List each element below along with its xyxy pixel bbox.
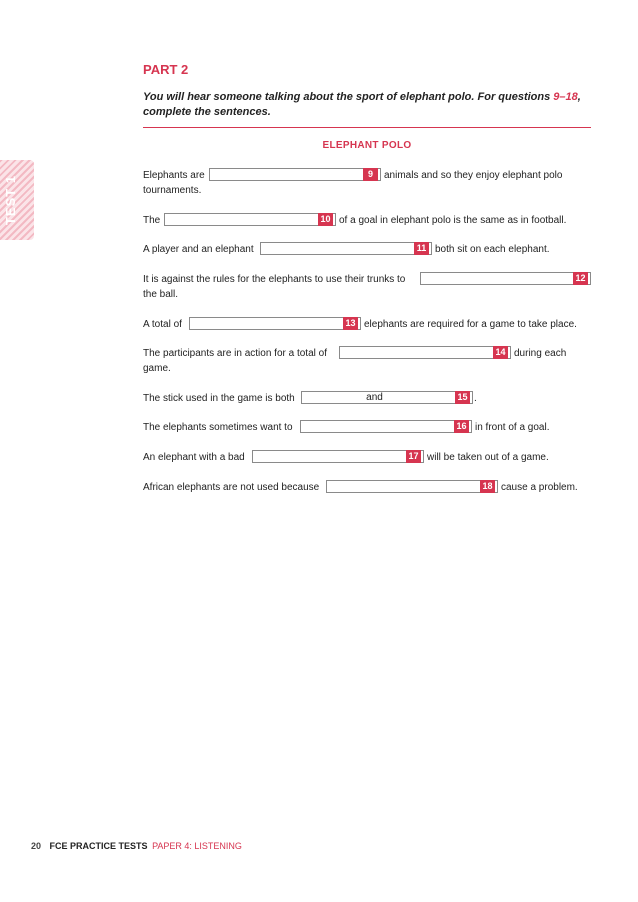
question-number-11: 11 bbox=[414, 242, 429, 255]
question-17-text-before: An elephant with a bad bbox=[143, 452, 245, 463]
question-11-text-after: both sit on each elephant. bbox=[435, 244, 550, 255]
answer-blank-15[interactable] bbox=[301, 391, 473, 404]
answer-blank-10[interactable] bbox=[164, 213, 336, 226]
answer-blank-11[interactable] bbox=[260, 242, 432, 255]
question-16-text-before: The elephants sometimes want to bbox=[143, 422, 293, 433]
footer-section: PAPER 4: LISTENING bbox=[152, 841, 242, 851]
instructions-text-after: , complete the sentences. bbox=[143, 91, 581, 118]
question-13-text-after: elephants are required for a game to take place. bbox=[364, 319, 577, 330]
question-number-14: 14 bbox=[493, 346, 508, 359]
question-10-text-after: of a goal in elephant polo is the same as in football. bbox=[339, 215, 567, 226]
footer-book-title: FCE PRACTICE TESTS bbox=[49, 841, 148, 851]
question-16 bbox=[143, 420, 591, 435]
question-9-text-before: Elephants are bbox=[143, 170, 205, 181]
question-number-12: 12 bbox=[573, 272, 588, 285]
answer-blank-14[interactable] bbox=[339, 346, 511, 359]
page-footer bbox=[31, 841, 242, 851]
question-14-text-before: The participants are in action for a total of bbox=[143, 348, 327, 359]
question-number-15: 15 bbox=[455, 391, 470, 404]
question-18-text-before: African elephants are not used because bbox=[143, 482, 320, 493]
question-number-17: 17 bbox=[406, 450, 421, 463]
question-9 bbox=[143, 168, 591, 198]
question-9-text-after: animals and so they enjoy elephant polo bbox=[384, 170, 563, 181]
question-number-10: 10 bbox=[318, 213, 333, 226]
question-14-text-after: during each bbox=[514, 348, 567, 359]
instructions-question-range: 9–18 bbox=[553, 91, 578, 103]
question-12 bbox=[143, 272, 591, 302]
question-15-text-after: . bbox=[474, 393, 477, 404]
question-11-text-before: A player and an elephant bbox=[143, 244, 254, 255]
question-13 bbox=[143, 317, 591, 332]
answer-blank-13[interactable] bbox=[189, 317, 361, 330]
question-11 bbox=[143, 242, 591, 257]
question-14 bbox=[143, 346, 591, 376]
question-16-text-after: in front of a goal. bbox=[475, 422, 550, 433]
question-number-13: 13 bbox=[343, 317, 358, 330]
question-18 bbox=[143, 480, 591, 495]
question-15 bbox=[143, 391, 591, 406]
answer-blank-16[interactable] bbox=[300, 420, 472, 433]
question-9-continuation: tournaments. bbox=[143, 185, 202, 196]
question-12-continuation: the ball. bbox=[143, 289, 179, 300]
test-side-tab bbox=[0, 160, 34, 240]
question-17-text-after: will be taken out of a game. bbox=[427, 452, 549, 463]
question-18-text-after: cause a problem. bbox=[501, 482, 578, 493]
part-title: PART 2 bbox=[143, 62, 189, 77]
answer-blank-18[interactable] bbox=[326, 480, 498, 493]
instructions-text-before: You will hear someone talking about the sport of elephant polo. For questions bbox=[143, 91, 554, 103]
section-title: ELEPHANT POLO bbox=[322, 140, 412, 151]
answer-blank-15-inner-word: and bbox=[366, 392, 383, 403]
question-number-9: 9 bbox=[363, 168, 378, 181]
answer-blank-9[interactable] bbox=[209, 168, 381, 181]
question-10-text-before: The bbox=[143, 215, 161, 226]
page-number: 20 bbox=[31, 841, 42, 851]
instructions bbox=[143, 90, 591, 120]
answer-blank-17[interactable] bbox=[252, 450, 424, 463]
question-17 bbox=[143, 450, 591, 465]
question-number-16: 16 bbox=[454, 420, 469, 433]
question-number-18: 18 bbox=[480, 480, 495, 493]
side-tab-label: TEST 1 bbox=[3, 174, 18, 226]
question-13-text-before: A total of bbox=[143, 319, 182, 330]
question-10 bbox=[143, 213, 591, 228]
answer-blank-12[interactable] bbox=[420, 272, 591, 285]
section-divider bbox=[143, 127, 591, 128]
question-12-text-before: It is against the rules for the elephants to use their trunks to bbox=[143, 274, 406, 285]
question-14-continuation: game. bbox=[143, 363, 171, 374]
question-15-text-before: The stick used in the game is both bbox=[143, 393, 295, 404]
